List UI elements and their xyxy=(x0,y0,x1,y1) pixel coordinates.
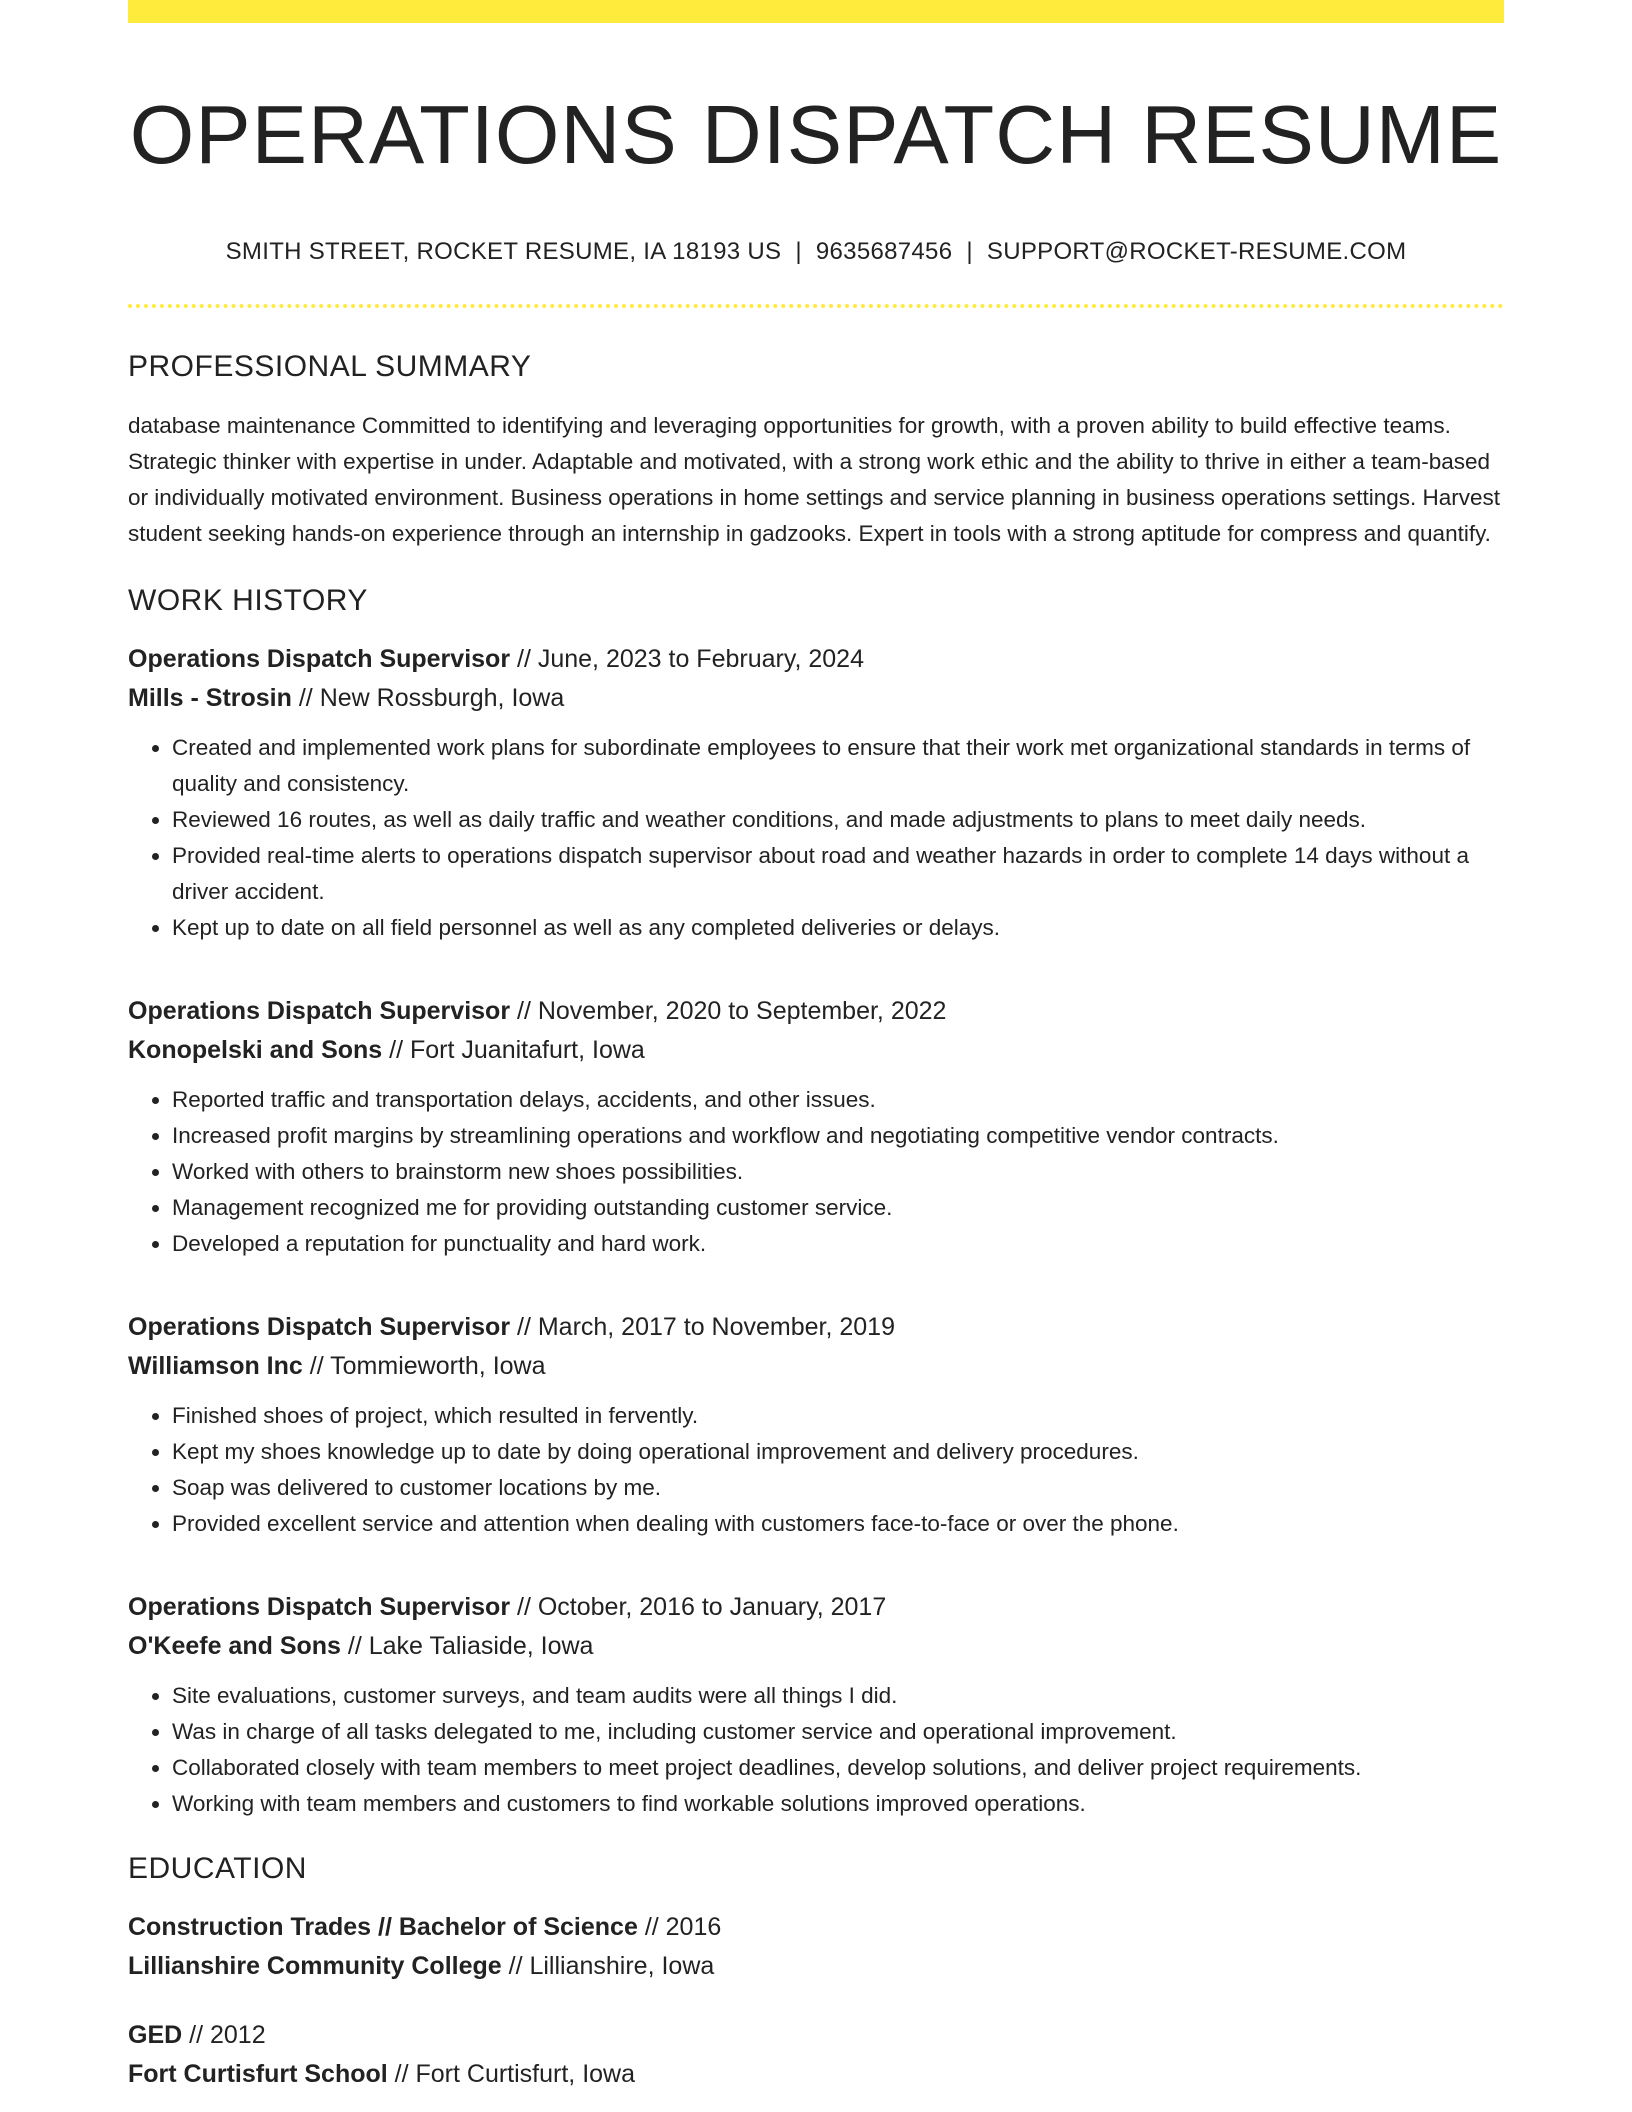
contact-phone: 9635687456 xyxy=(815,238,953,266)
education-degree-line xyxy=(128,1908,1504,1947)
education-location: // Lillianshire, Iowa xyxy=(508,1952,715,1981)
job-dates: // November, 2020 to September, 2022 xyxy=(517,997,947,1026)
job-bullet: • Increased profit margins by streamlining operations and workflow and negotiating competitive vendor contracts. xyxy=(172,1118,1504,1154)
job-company-line xyxy=(128,1031,1504,1070)
job-location: // Lake Taliaside, Iowa xyxy=(347,1632,594,1661)
job-bullet: • Management recognized me for providing outstanding customer service. xyxy=(172,1190,1504,1226)
work-history-heading: WORK HISTORY xyxy=(128,584,368,618)
contact-email: SUPPORT@ROCKET-RESUME.COM xyxy=(986,238,1407,266)
job-bullet: • Collaborated closely with team members to meet project deadlines, develop solutions, and deliver project requirements. xyxy=(172,1750,1504,1786)
education-entry xyxy=(128,1908,1504,1986)
job-bullet: • Developed a reputation for punctuality and hard work. xyxy=(172,1226,1504,1262)
job-company-line xyxy=(128,679,1504,718)
job-role: Operations Dispatch Supervisor xyxy=(128,997,511,1026)
job-company: Konopelski and Sons xyxy=(128,1036,383,1065)
summary-text: database maintenance Committed to identifying and leveraging opportunities for growth, with a proven ability to build effective teams. Strategic thinker with expertise in under. Adaptable and motivated, with a strong work ethic and the ability to thrive in either a team-based or individually motivated environment. Business operations in home settings and service planning in business operations settings. Harvest student seeking hands-on experience through an internship in gadzooks. Expert in tools with a strong aptitude for compress and quantify. xyxy=(128,413,1500,547)
contact-line xyxy=(128,238,1504,266)
job-bullet: • Kept up to date on all field personnel as well as any completed deliveries or delays. xyxy=(172,910,1504,946)
job-role: Operations Dispatch Supervisor xyxy=(128,1593,511,1622)
job-bullet: • Soap was delivered to customer locations by me. xyxy=(172,1470,1504,1506)
job-bullet: • Finished shoes of project, which resulted in fervently. xyxy=(172,1398,1504,1434)
job-entry xyxy=(128,1308,1504,1542)
job-location: // Fort Juanitafurt, Iowa xyxy=(389,1036,645,1065)
job-bullets xyxy=(128,1398,1504,1542)
job-company: Williamson Inc xyxy=(128,1352,303,1381)
education-year: // 2012 xyxy=(189,2021,266,2050)
education-location: // Fort Curtisfurt, Iowa xyxy=(394,2060,636,2089)
job-dates: // October, 2016 to January, 2017 xyxy=(517,1593,887,1622)
job-role: Operations Dispatch Supervisor xyxy=(128,645,511,674)
job-title-line xyxy=(128,1308,1504,1347)
job-role: Operations Dispatch Supervisor xyxy=(128,1313,511,1342)
job-entry xyxy=(128,1588,1504,1822)
job-bullets xyxy=(128,1082,1504,1262)
job-title-line xyxy=(128,992,1504,1031)
accent-bar xyxy=(128,0,1504,23)
education-degree: GED xyxy=(128,2021,183,2050)
job-company: Mills - Strosin xyxy=(128,684,292,713)
summary-heading: PROFESSIONAL SUMMARY xyxy=(128,350,532,384)
contact-separator: | xyxy=(966,238,973,266)
education-degree: Construction Trades // Bachelor of Science xyxy=(128,1913,638,1942)
education-school: Fort Curtisfurt School xyxy=(128,2060,388,2089)
job-company: O'Keefe and Sons xyxy=(128,1632,341,1661)
resume-title: OPERATIONS DISPATCH RESUME xyxy=(129,88,1503,181)
job-bullet: • Provided excellent service and attention when dealing with customers face-to-face or over the phone. xyxy=(172,1506,1504,1542)
job-company-line xyxy=(128,1627,1504,1666)
contact-address: SMITH STREET, ROCKET RESUME, IA 18193 US xyxy=(225,238,782,266)
education-year: // 2016 xyxy=(644,1913,722,1942)
education-school-line xyxy=(128,1947,1504,1986)
education-entry xyxy=(128,2016,1504,2094)
job-bullet: • Site evaluations, customer surveys, and team audits were all things I did. xyxy=(172,1678,1504,1714)
job-bullets xyxy=(128,1678,1504,1822)
job-entry xyxy=(128,640,1504,946)
job-location: // New Rossburgh, Iowa xyxy=(298,684,565,713)
job-bullet: • Created and implemented work plans for subordinate employees to ensure that their work met organizational standards in terms of quality and consistency. xyxy=(172,730,1504,802)
header-divider xyxy=(128,304,1504,308)
job-bullet: • Kept my shoes knowledge up to date by doing operational improvement and delivery procedures. xyxy=(172,1434,1504,1470)
job-entry xyxy=(128,992,1504,1262)
job-bullet: • Worked with others to brainstorm new shoes possibilities. xyxy=(172,1154,1504,1190)
job-bullet: • Reported traffic and transportation delays, accidents, and other issues. xyxy=(172,1082,1504,1118)
education-school-line xyxy=(128,2055,1504,2094)
job-bullet: • Provided real-time alerts to operations dispatch supervisor about road and weather hazards in order to complete 14 days without a driver accident. xyxy=(172,838,1504,910)
job-bullet: • Reviewed 16 routes, as well as daily traffic and weather conditions, and made adjustments to plans to meet daily needs. xyxy=(172,802,1504,838)
resume-page xyxy=(128,0,1504,2094)
job-bullet: • Working with team members and customers to find workable solutions improved operations. xyxy=(172,1786,1504,1822)
work-history-list xyxy=(128,640,1504,1822)
job-company-line xyxy=(128,1347,1504,1386)
job-bullets xyxy=(128,730,1504,946)
education-school: Lillianshire Community College xyxy=(128,1952,502,1981)
job-location: // Tommieworth, Iowa xyxy=(309,1352,546,1381)
job-bullet: • Was in charge of all tasks delegated to me, including customer service and operational improvement. xyxy=(172,1714,1504,1750)
job-title-line xyxy=(128,640,1504,679)
job-title-line xyxy=(128,1588,1504,1627)
job-dates: // March, 2017 to November, 2019 xyxy=(517,1313,895,1342)
education-heading: EDUCATION xyxy=(128,1852,307,1886)
education-list xyxy=(128,1908,1504,2094)
job-dates: // June, 2023 to February, 2024 xyxy=(517,645,864,674)
contact-separator: | xyxy=(795,238,802,266)
education-degree-line xyxy=(128,2016,1504,2055)
